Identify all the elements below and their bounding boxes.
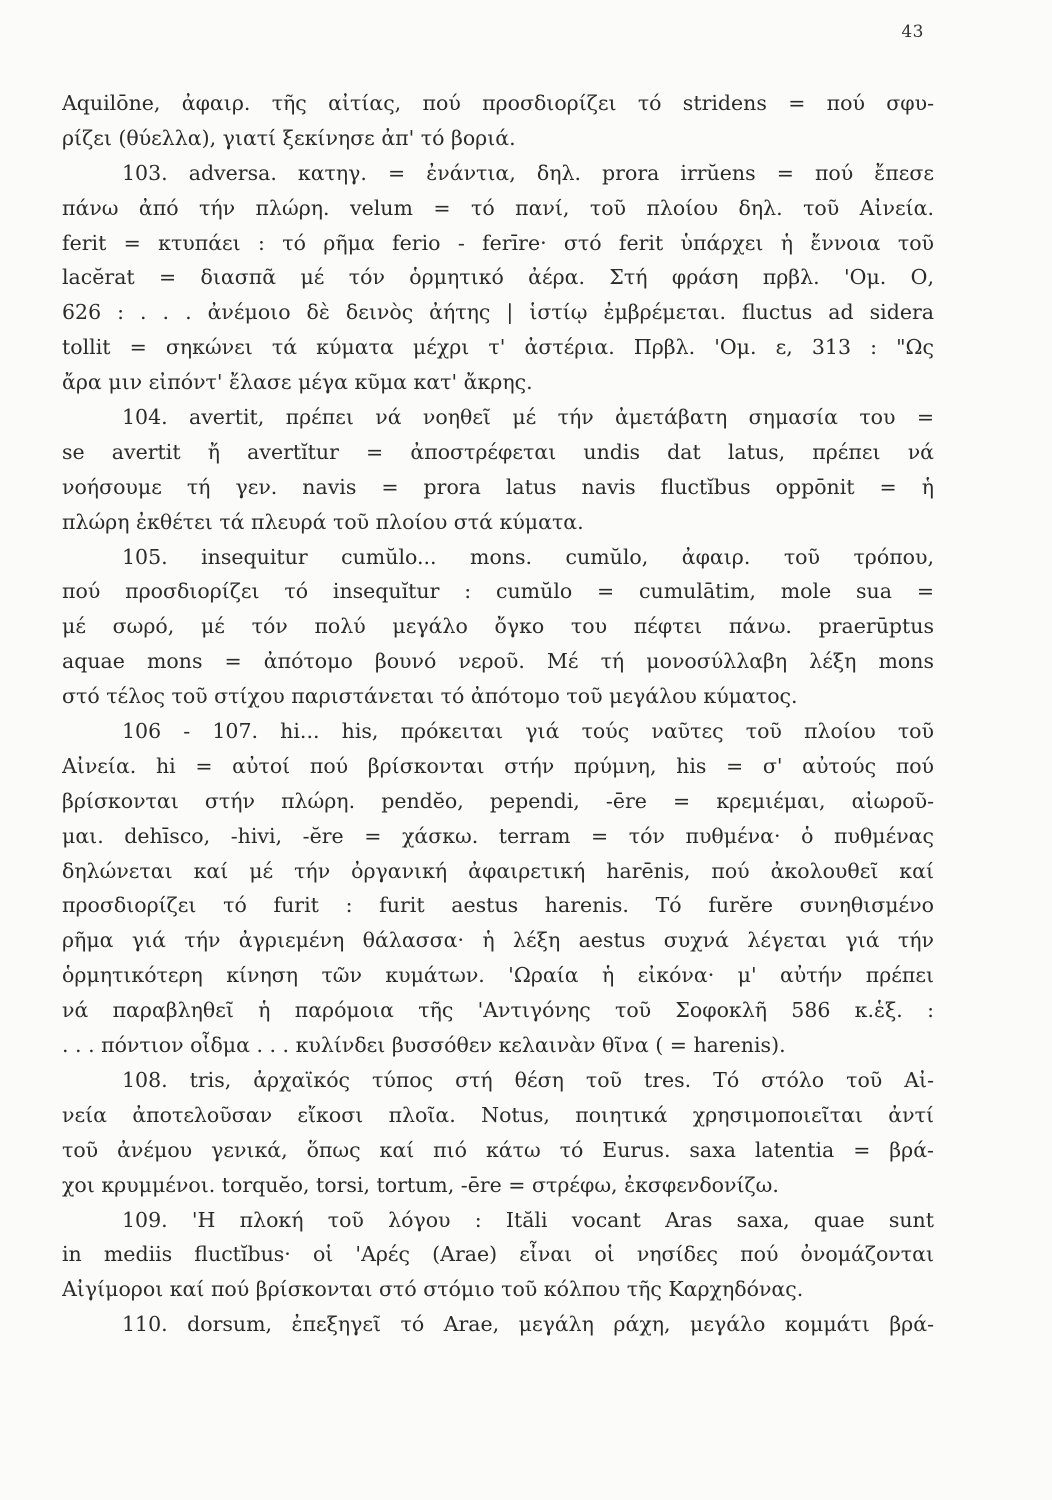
text-line: στό τέλος τοῦ στίχου παριστάνεται τό ἀπότομο τοῦ μεγάλου κύματος.: [62, 684, 798, 709]
text-line: 626 : . . . ἀνέμοιο δὲ δεινὸς ἀήτης | ἱστίῳ ἐμβρέμεται. fluctus ad sidera: [62, 300, 934, 325]
text-line: ἄρα μιν εἰπόντ' ἔλασε μέγα κῦμα κατ' ἄκρης.: [62, 370, 533, 395]
text-line: βρίσκονται στήν πλώρη. pendĕo, pependi, -ēre = κρεμιέμαι, αἰωροῦ-: [62, 788, 934, 813]
text-line: ὁρμητικότερη κίνηση τῶν κυμάτων. 'Ωραία ἡ εἰκόνα· μ' αὐτήν πρέπει: [62, 963, 934, 988]
text-line: μαι. dehīsco, -hivi, -ĕre = χάσκω. terram = τόν πυθμένα· ὁ πυθμένας: [62, 823, 934, 848]
text-line: 110. dorsum, ἐπεξηγεῖ τό Arae, μεγάλη ράχη, μεγάλο κομμάτι βρά-: [122, 1312, 934, 1337]
text-line: ρῆμα γιά τήν ἀγριεμένη θάλασσα· ἡ λέξη aestus συχνά λέγεται γιά τήν: [62, 928, 934, 953]
text-line: δηλώνεται καί μέ τήν ὀργανική ἀφαιρετική harēnis, πού ἀκολουθεῖ καί: [62, 858, 934, 883]
text-line: se avertit ἤ avertĭtur = ἀποστρέφεται undis dat latus, πρέπει νά: [62, 439, 934, 464]
text-line: Aquilōne, ἀφαιρ. τῆς αἰτίας, πού προσδιορίζει τό stridens = πού σφυ-: [62, 91, 934, 115]
text-line: ρίζει (θύελλα), γιατί ξεκίνησε ἀπ' τό βοριά.: [62, 125, 516, 150]
text-line: πλώρη ἐκθέτει τά πλευρά τοῦ πλοίου στά κύματα.: [62, 509, 584, 534]
text-line: προσδιορίζει τό furit : furit aestus harenis. Τό furĕre συνηθισμένο: [62, 893, 934, 918]
text-line: 109. 'Η πλοκή τοῦ λόγου : Ităli vocant Aras saxa, quae sunt: [122, 1207, 934, 1232]
text-line: . . . πόντιον οἶδμα . . . κυλίνδει βυσσόθεν κελαινὰν θῖνα ( = harenis).: [62, 1033, 786, 1058]
text-line: aquae mons = ἀπότομο βουνό νεροῦ. Μέ τή μονοσύλλαβη λέξη mons: [62, 649, 934, 674]
text-line: τοῦ ἀνέμου γενικά, ὅπως καί πιό κάτω τό Eurus. saxa latentia = βρά-: [62, 1137, 934, 1162]
text-line: Αἰνεία. hi = αὐτοί πού βρίσκονται στήν πρύμνη, his = σ' αὐτούς πού: [62, 753, 934, 778]
text-line: 105. insequitur cumŭlo... mons. cumŭlo, ἀφαιρ. τοῦ τρόπου,: [122, 544, 934, 569]
text-line: lacĕrat = διασπᾶ μέ τόν ὁρμητικό ἀέρα. Στή φράση πρβλ. 'Ομ. Ο,: [62, 265, 934, 290]
text-line: Αἰγίμοροι καί πού βρίσκονται στό στόμιο τοῦ κόλπου τῆς Καρχηδόνας.: [62, 1277, 804, 1302]
text-line: 104. avertit, πρέπει νά νοηθεῖ μέ τήν ἀμετάβατη σημασία του =: [122, 405, 934, 430]
text-line: νεία ἀποτελοῦσαν εἴκοσι πλοῖα. Notus, ποιητικά χρησιμοποιεῖται ἀντί: [62, 1102, 934, 1127]
text-line: 108. tris, ἀρχαϊκός τύπος στή θέση τοῦ tres. Τό στόλο τοῦ Αἰ-: [122, 1067, 934, 1092]
text-line: μέ σωρό, μέ τόν πολύ μεγάλο ὄγκο του πέφτει πάνω. praerūptus: [62, 614, 934, 639]
text-line: ferit = κτυπάει : τό ρῆμα ferio - ferīre· στό ferit ὑπάρχει ἡ ἔννοια τοῦ: [62, 230, 934, 255]
text-line: χοι κρυμμένοι. torquĕo, torsi, tortum, -ēre = στρέφω, ἐκσφενδονίζω.: [62, 1172, 779, 1197]
body-text: [62, 86, 934, 1342]
text-line: νοήσουμε τή γεν. navis = prora latus navis fluctĭbus oppōnit = ἡ: [62, 474, 934, 499]
text-line: πάνω ἀπό τήν πλώρη. velum = τό πανί, τοῦ πλοίου δηλ. τοῦ Αἰνεία.: [62, 195, 934, 220]
text-line: νά παραβληθεῖ ἡ παρόμοια τῆς 'Αντιγόνης τοῦ Σοφοκλῆ 586 κ.ἑξ. :: [62, 998, 934, 1023]
page-number: 43: [901, 22, 924, 42]
text-line: in mediis fluctĭbus· οἱ 'Αρές (Arae) εἶναι οἱ νησίδες πού ὀνομάζονται: [62, 1242, 934, 1267]
text-line: tollit = σηκώνει τά κύματα μέχρι τ' ἀστέρια. Πρβλ. 'Ομ. ε, 313 : "Ως: [62, 335, 934, 360]
text-line: πού προσδιορίζει τό insequĭtur : cumŭlo = cumulātim, mole sua =: [62, 579, 934, 604]
text-line: 103. adversa. κατηγ. = ἐνάντια, δηλ. prora irrŭens = πού ἔπεσε: [122, 160, 934, 185]
text-line: 106 - 107. hi... his, πρόκειται γιά τούς ναῦτες τοῦ πλοίου τοῦ: [122, 719, 934, 744]
